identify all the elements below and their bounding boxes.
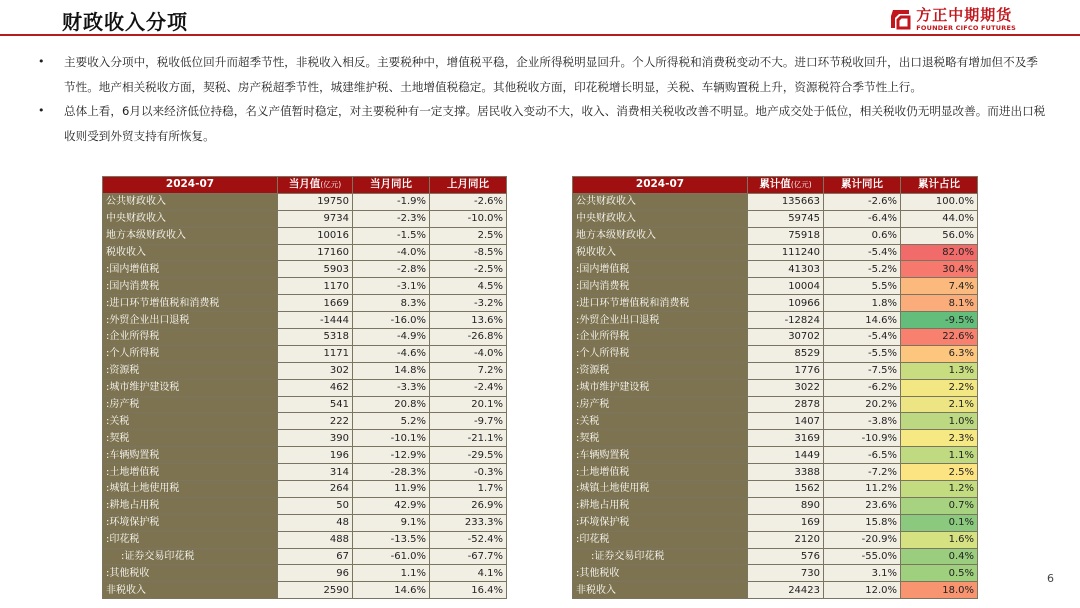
row-label: :城市维护建设税: [573, 379, 748, 396]
cell-v2: -6.2%: [824, 379, 901, 396]
row-label: 非税收入: [573, 582, 748, 599]
cell-v1: 8529: [748, 345, 824, 362]
row-label: :外贸企业出口退税: [103, 312, 278, 329]
table-row: [103, 379, 507, 396]
cell-v3: 13.6%: [430, 312, 507, 329]
cell-v3: -67.7%: [430, 548, 507, 565]
cell-v1: 111240: [748, 244, 824, 261]
row-label: :外贸企业出口退税: [573, 312, 748, 329]
cell-v2: -13.5%: [353, 531, 430, 548]
page-title: 财政收入分项: [62, 10, 188, 34]
cell-v2: 8.3%: [353, 295, 430, 312]
cell-v2: -28.3%: [353, 464, 430, 481]
cell-v1: 576: [748, 548, 824, 565]
cell-v2: -6.4%: [824, 210, 901, 227]
table-row: [573, 227, 978, 244]
cell-v3: 4.1%: [430, 565, 507, 582]
table-row: [573, 329, 978, 346]
company-logo: [889, 4, 1016, 34]
cell-v1: 1669: [278, 295, 353, 312]
table-row: [573, 497, 978, 514]
cell-v1: -1444: [278, 312, 353, 329]
row-label: :契税: [573, 430, 748, 447]
row-label: :城镇土地使用税: [573, 481, 748, 498]
cell-v2: -5.4%: [824, 329, 901, 346]
header-yoy: 累计同比: [824, 177, 901, 194]
table-row: [103, 396, 507, 413]
cell-v2: -55.0%: [824, 548, 901, 565]
logo-mark-icon: [889, 8, 911, 30]
cell-v3: 8.1%: [901, 295, 978, 312]
row-label: :城镇土地使用税: [103, 481, 278, 498]
row-label: :个人所得税: [573, 345, 748, 362]
cell-v1: 67: [278, 548, 353, 565]
cell-v2: -6.5%: [824, 447, 901, 464]
row-label: 税收收入: [573, 244, 748, 261]
row-label: :国内消费税: [573, 278, 748, 295]
table-row: [573, 295, 978, 312]
table-row: [573, 210, 978, 227]
cell-v2: 5.2%: [353, 413, 430, 430]
cell-v2: 20.2%: [824, 396, 901, 413]
cell-v1: 9734: [278, 210, 353, 227]
cell-v3: 2.3%: [901, 430, 978, 447]
row-label: :房产税: [573, 396, 748, 413]
cell-v2: -2.3%: [353, 210, 430, 227]
row-label: 中央财政收入: [573, 210, 748, 227]
cell-v2: -5.4%: [824, 244, 901, 261]
row-label: 非税收入: [103, 582, 278, 599]
cell-v3: -52.4%: [430, 531, 507, 548]
table-row: [573, 481, 978, 498]
bullet-item: • 主要收入分项中，税收低位回升而超季节性，非税收入相反。主要税种中，增值税平稳，企业所得税明显回升。个人所得税和消费税变动不大。进口环节税收回升，出口退税略有增加但不及季节性。地产相关税收方面，契税、房产税超季节性，城建维护税、土地增值税稳定。其他税收方面，印花税增长明显，关税、车辆购置税上升，资源税符合季节性上行。: [38, 50, 1048, 99]
cell-v1: 2878: [748, 396, 824, 413]
row-label: 中央财政收入: [103, 210, 278, 227]
page-number: 6: [1047, 572, 1054, 585]
cell-v1: 302: [278, 362, 353, 379]
row-label: 地方本级财政收入: [573, 227, 748, 244]
table-row: [573, 396, 978, 413]
row-label: :关税: [573, 413, 748, 430]
table-row: [573, 548, 978, 565]
row-label: :车辆购置税: [573, 447, 748, 464]
cell-v3: -29.5%: [430, 447, 507, 464]
cell-v3: 44.0%: [901, 210, 978, 227]
row-label: :个人所得税: [103, 345, 278, 362]
cell-v1: 10966: [748, 295, 824, 312]
row-label: :国内增值税: [573, 261, 748, 278]
cell-v3: 7.2%: [430, 362, 507, 379]
row-label: :证券交易印花税: [103, 548, 278, 565]
cell-v2: -7.2%: [824, 464, 901, 481]
header-value: 累计值(亿元): [748, 177, 824, 194]
cell-v2: -61.0%: [353, 548, 430, 565]
table-row: [573, 413, 978, 430]
table-row: [103, 565, 507, 582]
table-row: [103, 447, 507, 464]
cell-v3: -2.6%: [430, 193, 507, 210]
cell-v1: 2120: [748, 531, 824, 548]
cell-v1: 48: [278, 514, 353, 531]
cell-v3: 20.1%: [430, 396, 507, 413]
table-row: [103, 244, 507, 261]
cell-v3: 0.7%: [901, 497, 978, 514]
row-label: :国内增值税: [103, 261, 278, 278]
cell-v1: 1171: [278, 345, 353, 362]
table-row: [573, 362, 978, 379]
cell-v3: 0.4%: [901, 548, 978, 565]
table-row: [103, 312, 507, 329]
table-row: [103, 582, 507, 599]
cell-v3: 1.2%: [901, 481, 978, 498]
cell-v1: 59745: [748, 210, 824, 227]
cell-v3: 233.3%: [430, 514, 507, 531]
cell-v3: 82.0%: [901, 244, 978, 261]
cell-v2: -7.5%: [824, 362, 901, 379]
header-period: 2024-07: [103, 177, 278, 194]
table-row: [103, 430, 507, 447]
cell-v1: 17160: [278, 244, 353, 261]
row-label: :印花税: [573, 531, 748, 548]
table-row: [573, 261, 978, 278]
row-label: :环境保护税: [573, 514, 748, 531]
table-row: [103, 345, 507, 362]
logo-text-en: FOUNDER CIFCO FUTURES: [916, 23, 1016, 32]
cell-v1: 1776: [748, 362, 824, 379]
cell-v3: 18.0%: [901, 582, 978, 599]
cell-v3: -9.7%: [430, 413, 507, 430]
cell-v2: -1.5%: [353, 227, 430, 244]
cell-v1: 3169: [748, 430, 824, 447]
cell-v1: 75918: [748, 227, 824, 244]
cell-v3: -10.0%: [430, 210, 507, 227]
cell-v1: -12824: [748, 312, 824, 329]
cell-v2: -5.5%: [824, 345, 901, 362]
table-row: [573, 531, 978, 548]
header-share: 累计占比: [901, 177, 978, 194]
table-row: [103, 548, 507, 565]
cell-v3: 2.2%: [901, 379, 978, 396]
cell-v2: -5.2%: [824, 261, 901, 278]
cell-v2: -4.9%: [353, 329, 430, 346]
cell-v3: -8.5%: [430, 244, 507, 261]
row-label: :耕地占用税: [573, 497, 748, 514]
table-row: [573, 430, 978, 447]
table-row: [573, 379, 978, 396]
row-label: :契税: [103, 430, 278, 447]
row-label: :国内消费税: [103, 278, 278, 295]
cell-v3: -21.1%: [430, 430, 507, 447]
header-value: 当月值(亿元): [278, 177, 353, 194]
cell-v2: -4.0%: [353, 244, 430, 261]
cell-v1: 41303: [748, 261, 824, 278]
cell-v3: 6.3%: [901, 345, 978, 362]
cell-v3: 2.5%: [901, 464, 978, 481]
row-label: :进口环节增值税和消费税: [103, 295, 278, 312]
table-row: [103, 464, 507, 481]
cell-v1: 890: [748, 497, 824, 514]
cell-v3: 56.0%: [901, 227, 978, 244]
row-label: :土地增值税: [573, 464, 748, 481]
row-label: :资源税: [103, 362, 278, 379]
cell-v3: 1.6%: [901, 531, 978, 548]
cell-v3: 1.3%: [901, 362, 978, 379]
row-label: :车辆购置税: [103, 447, 278, 464]
table-row: [573, 193, 978, 210]
table-row: [103, 329, 507, 346]
row-label: :企业所得税: [573, 329, 748, 346]
table-row: [103, 261, 507, 278]
cell-v2: 5.5%: [824, 278, 901, 295]
cell-v2: -3.8%: [824, 413, 901, 430]
table-row: [103, 227, 507, 244]
cell-v2: 11.9%: [353, 481, 430, 498]
monthly-revenue-table: [102, 176, 507, 599]
table-row: [573, 312, 978, 329]
table-row: [103, 278, 507, 295]
table-row: [103, 514, 507, 531]
cell-v3: -2.5%: [430, 261, 507, 278]
cell-v2: -10.1%: [353, 430, 430, 447]
cell-v2: 12.0%: [824, 582, 901, 599]
cell-v2: 3.1%: [824, 565, 901, 582]
cell-v1: 135663: [748, 193, 824, 210]
cell-v2: 15.8%: [824, 514, 901, 531]
row-label: :土地增值税: [103, 464, 278, 481]
cell-v2: 42.9%: [353, 497, 430, 514]
table-row: [573, 447, 978, 464]
cell-v2: 20.8%: [353, 396, 430, 413]
cell-v2: 1.8%: [824, 295, 901, 312]
cell-v1: 196: [278, 447, 353, 464]
cell-v1: 541: [278, 396, 353, 413]
row-label: 地方本级财政收入: [103, 227, 278, 244]
cell-v2: 14.6%: [824, 312, 901, 329]
cell-v1: 10016: [278, 227, 353, 244]
table-row: [573, 244, 978, 261]
cell-v3: 1.1%: [901, 447, 978, 464]
cell-v2: -20.9%: [824, 531, 901, 548]
cell-v3: 22.6%: [901, 329, 978, 346]
row-label: :进口环节增值税和消费税: [573, 295, 748, 312]
cell-v2: -16.0%: [353, 312, 430, 329]
cell-v1: 3388: [748, 464, 824, 481]
cell-v2: -4.6%: [353, 345, 430, 362]
row-label: :房产税: [103, 396, 278, 413]
cell-v3: 30.4%: [901, 261, 978, 278]
row-label: :环境保护税: [103, 514, 278, 531]
cell-v1: 169: [748, 514, 824, 531]
cumulative-revenue-table: [572, 176, 978, 599]
row-label: 公共财政收入: [103, 193, 278, 210]
cell-v3: -2.4%: [430, 379, 507, 396]
table-row: [103, 497, 507, 514]
cell-v1: 2590: [278, 582, 353, 599]
cell-v1: 1407: [748, 413, 824, 430]
cell-v1: 1562: [748, 481, 824, 498]
cell-v1: 3022: [748, 379, 824, 396]
cell-v3: 0.1%: [901, 514, 978, 531]
table-row: [103, 210, 507, 227]
row-label: :关税: [103, 413, 278, 430]
cell-v1: 264: [278, 481, 353, 498]
cell-v2: -2.8%: [353, 261, 430, 278]
row-label: 税收收入: [103, 244, 278, 261]
cell-v1: 222: [278, 413, 353, 430]
cell-v1: 462: [278, 379, 353, 396]
table-row: [103, 295, 507, 312]
table-row: [573, 345, 978, 362]
table-row: [573, 278, 978, 295]
cell-v3: -26.8%: [430, 329, 507, 346]
header-period: 2024-07: [573, 177, 748, 194]
cell-v3: 1.0%: [901, 413, 978, 430]
cell-v2: -12.9%: [353, 447, 430, 464]
cell-v1: 5318: [278, 329, 353, 346]
cell-v3: 100.0%: [901, 193, 978, 210]
cell-v1: 24423: [748, 582, 824, 599]
table-row: [103, 531, 507, 548]
table-row: [103, 193, 507, 210]
cell-v2: -1.9%: [353, 193, 430, 210]
table-row: [573, 582, 978, 599]
cell-v2: 14.6%: [353, 582, 430, 599]
cell-v2: -3.1%: [353, 278, 430, 295]
cell-v2: -3.3%: [353, 379, 430, 396]
cell-v1: 19750: [278, 193, 353, 210]
cell-v3: 0.5%: [901, 565, 978, 582]
cell-v1: 1449: [748, 447, 824, 464]
table-row: [103, 481, 507, 498]
row-label: 公共财政收入: [573, 193, 748, 210]
cell-v1: 730: [748, 565, 824, 582]
cell-v3: -0.3%: [430, 464, 507, 481]
cell-v3: 2.1%: [901, 396, 978, 413]
row-label: :证券交易印花税: [573, 548, 748, 565]
cell-v3: 1.7%: [430, 481, 507, 498]
row-label: :耕地占用税: [103, 497, 278, 514]
cell-v1: 10004: [748, 278, 824, 295]
header-yoy: 当月同比: [353, 177, 430, 194]
cell-v2: -10.9%: [824, 430, 901, 447]
table-row: [103, 413, 507, 430]
cell-v3: 26.9%: [430, 497, 507, 514]
cell-v1: 488: [278, 531, 353, 548]
table-row: [573, 464, 978, 481]
cell-v1: 1170: [278, 278, 353, 295]
logo-text-cn: 方正中期期货: [916, 5, 1013, 24]
cell-v1: 5903: [278, 261, 353, 278]
cell-v3: -4.0%: [430, 345, 507, 362]
row-label: :资源税: [573, 362, 748, 379]
cell-v3: 7.4%: [901, 278, 978, 295]
table-row: [573, 565, 978, 582]
bullet-item: • 总体上看，6月以来经济低位持稳，名义产值暂时稳定，对主要税种有一定支撑。居民收入变动不大，收入、消费相关税收改善不明显。地产成交处于低位，相关税收仍无明显改善。而进出口税收则受到外贸支持有所恢复。: [38, 99, 1048, 148]
cell-v2: 0.6%: [824, 227, 901, 244]
header-prev-yoy: 上月同比: [430, 177, 507, 194]
row-label: :其他税收: [573, 565, 748, 582]
table-row: [573, 514, 978, 531]
cell-v3: -3.2%: [430, 295, 507, 312]
row-label: :城市维护建设税: [103, 379, 278, 396]
title-divider: [0, 34, 1080, 36]
cell-v1: 96: [278, 565, 353, 582]
cell-v3: 16.4%: [430, 582, 507, 599]
cell-v3: 2.5%: [430, 227, 507, 244]
cell-v2: 1.1%: [353, 565, 430, 582]
cell-v3: 4.5%: [430, 278, 507, 295]
cell-v3: -9.5%: [901, 312, 978, 329]
row-label: :企业所得税: [103, 329, 278, 346]
summary-bullets: [38, 50, 1048, 148]
cell-v2: -2.6%: [824, 193, 901, 210]
cell-v2: 9.1%: [353, 514, 430, 531]
cell-v2: 14.8%: [353, 362, 430, 379]
cell-v1: 50: [278, 497, 353, 514]
cell-v1: 390: [278, 430, 353, 447]
cell-v1: 30702: [748, 329, 824, 346]
row-label: :印花税: [103, 531, 278, 548]
cell-v2: 23.6%: [824, 497, 901, 514]
row-label: :其他税收: [103, 565, 278, 582]
cell-v2: 11.2%: [824, 481, 901, 498]
cell-v1: 314: [278, 464, 353, 481]
table-row: [103, 362, 507, 379]
